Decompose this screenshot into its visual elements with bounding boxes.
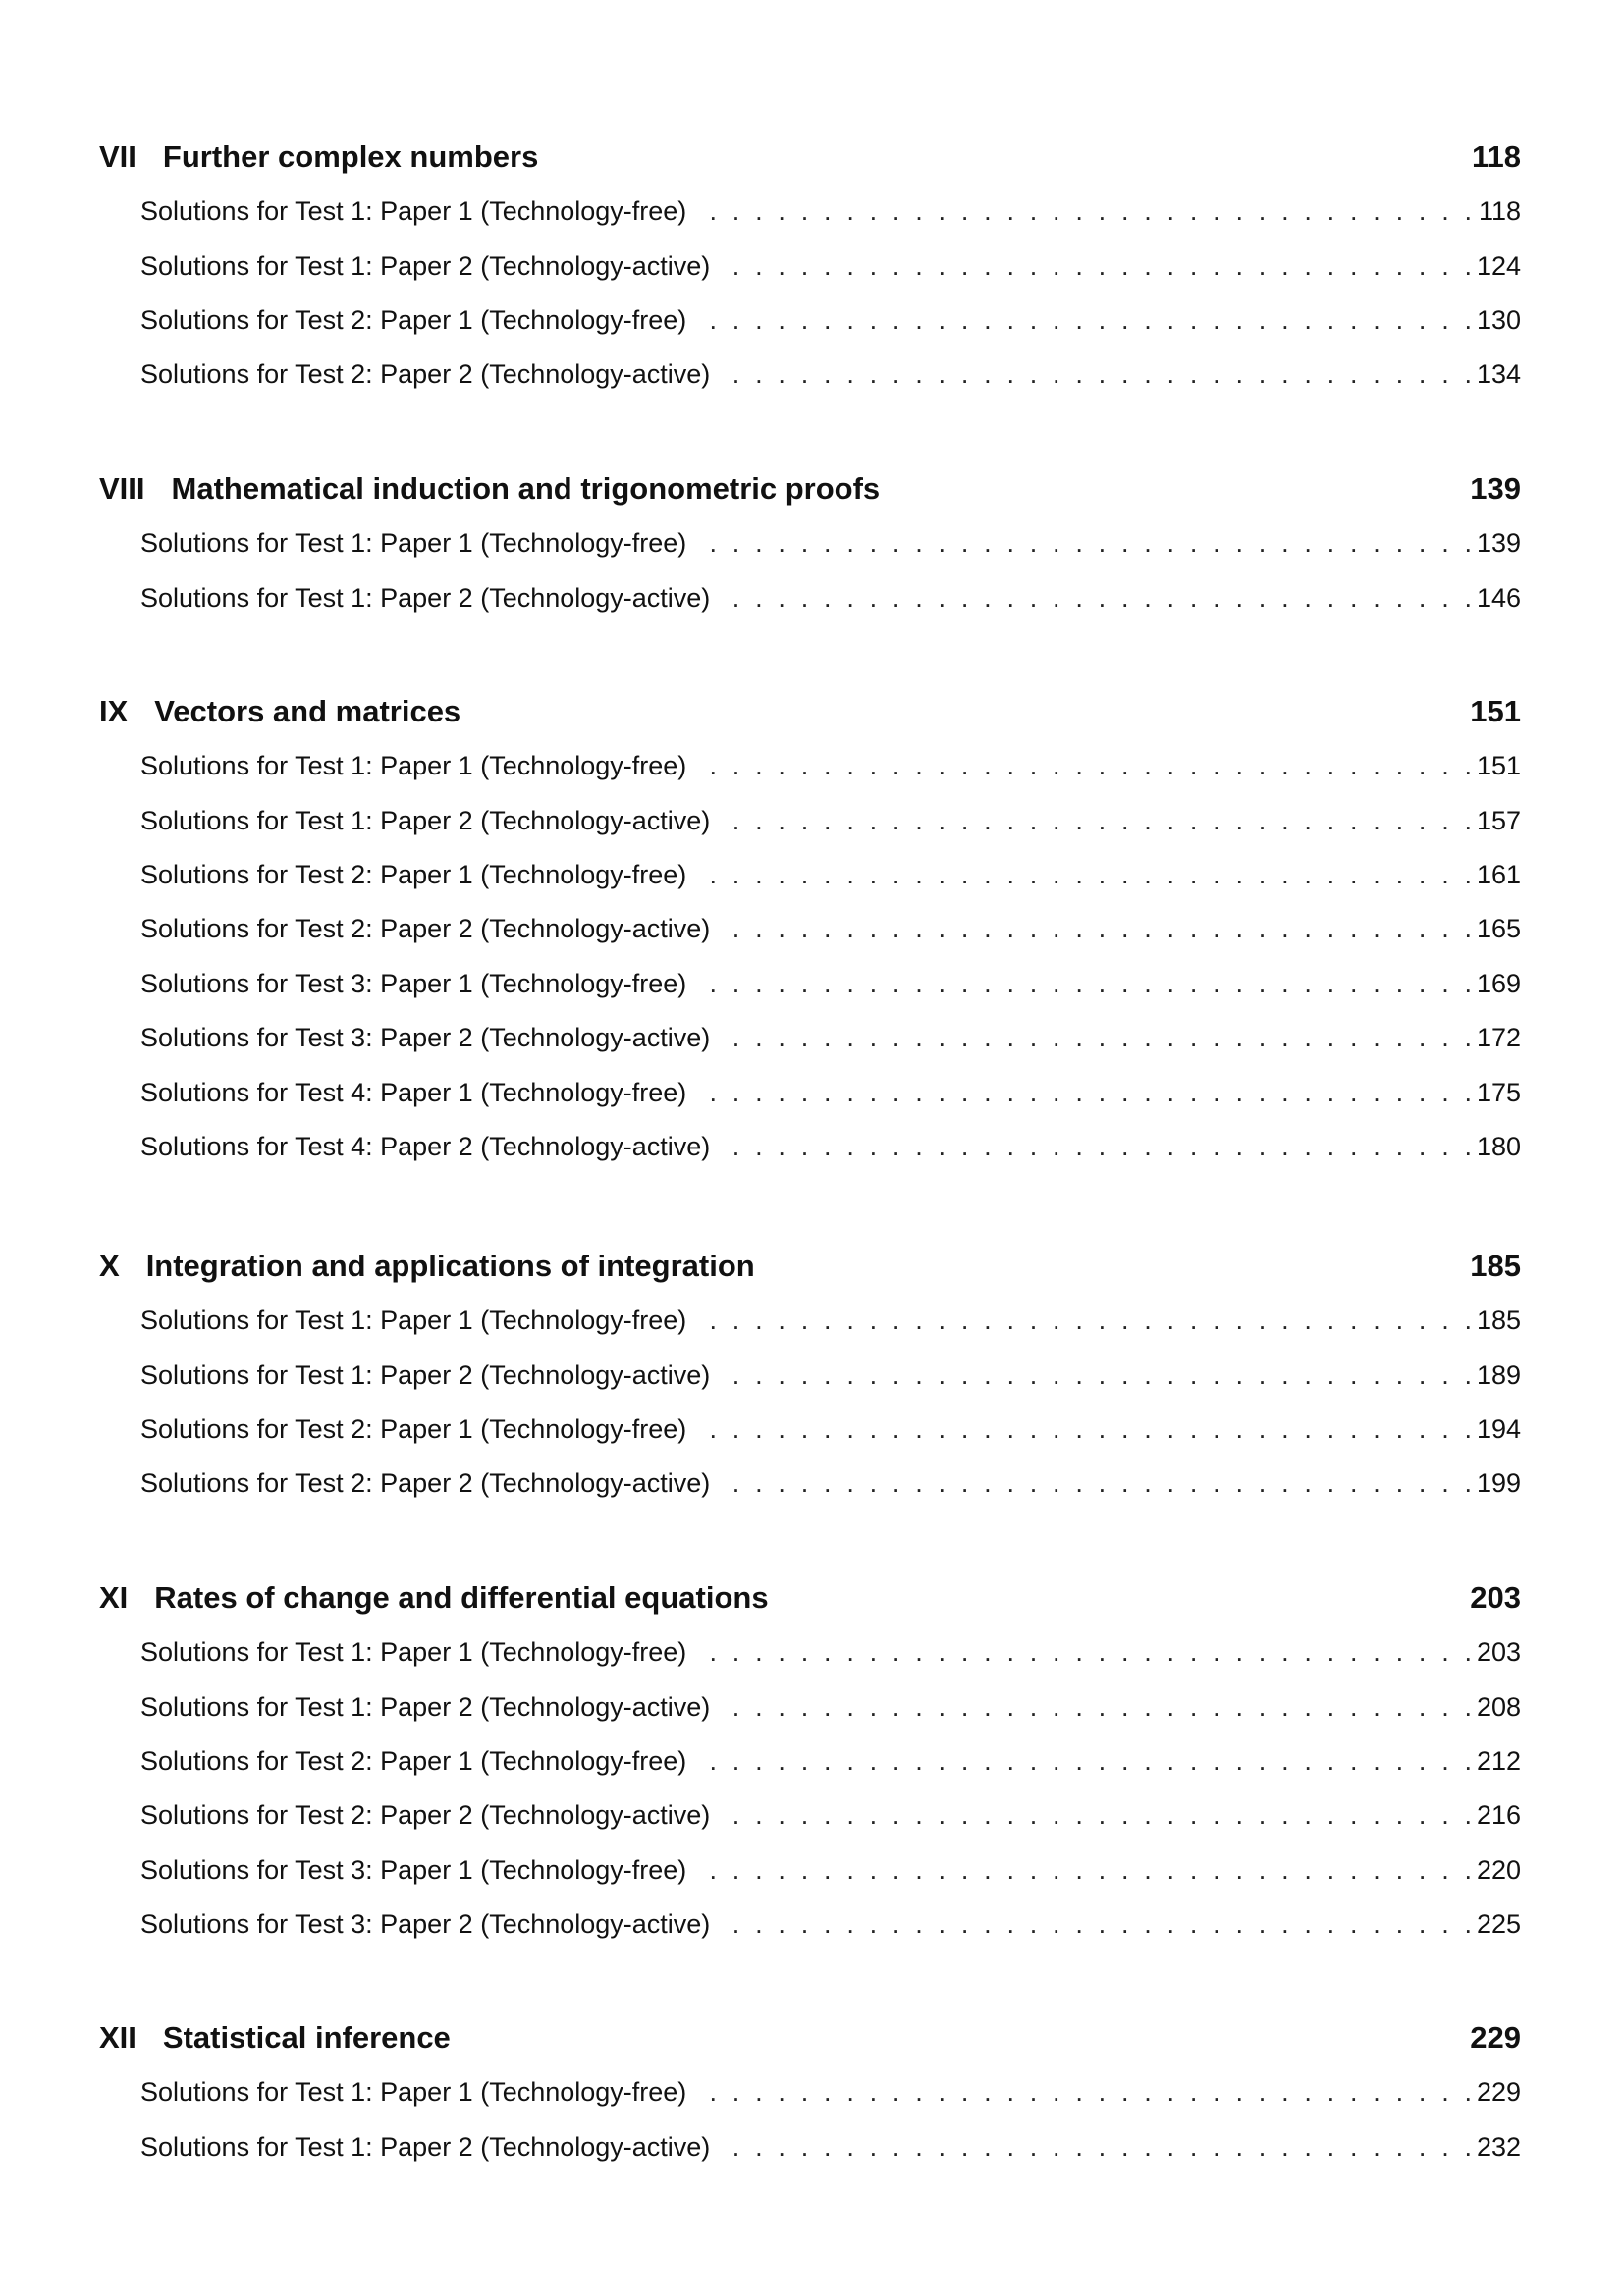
dot-leader <box>724 571 1476 625</box>
entry-page-number: 165 <box>1476 914 1521 944</box>
dot-leader <box>700 1843 1476 1897</box>
chapter-title: Vectors and matrices <box>154 694 461 728</box>
dot-leader <box>724 1897 1476 1951</box>
entry-label: Solutions for Test 4: Paper 1 (Technology-free) <box>140 1077 687 1107</box>
dot-leader <box>700 2065 1476 2119</box>
toc-entry[interactable] <box>140 294 1521 347</box>
toc-entry[interactable] <box>140 1897 1521 1951</box>
toc-entry[interactable] <box>140 1403 1521 1457</box>
dot-leader <box>724 1457 1476 1511</box>
chapter-number: XII <box>99 2020 136 2055</box>
toc-entry[interactable] <box>140 1843 1521 1897</box>
entry-page-number: 199 <box>1476 1468 1521 1499</box>
entry-label: Solutions for Test 1: Paper 2 (Technology-active) <box>140 2131 711 2162</box>
dot-leader <box>724 1120 1476 1174</box>
entry-page-number: 172 <box>1476 1023 1521 1053</box>
chapter-page-number: 151 <box>1470 694 1521 728</box>
toc-entry[interactable] <box>140 902 1521 956</box>
toc-chapter <box>99 684 1521 1174</box>
entry-label: Solutions for Test 2: Paper 1 (Technology-free) <box>140 1745 687 1776</box>
entry-label: Solutions for Test 1: Paper 2 (Technology-active) <box>140 1691 711 1722</box>
chapter-heading[interactable] <box>99 130 1521 185</box>
dot-leader <box>724 347 1476 401</box>
entry-page-number: 225 <box>1476 1909 1521 1940</box>
toc-entry[interactable] <box>140 848 1521 902</box>
entry-page-number: 216 <box>1476 1800 1521 1831</box>
entry-page-number: 161 <box>1476 859 1521 889</box>
toc-entry[interactable] <box>140 793 1521 847</box>
dot-leader <box>700 1294 1476 1348</box>
chapter-heading[interactable] <box>99 684 1521 739</box>
entry-label: Solutions for Test 1: Paper 2 (Technology-active) <box>140 1360 711 1390</box>
toc-entry[interactable] <box>140 1011 1521 1065</box>
entry-label: Solutions for Test 2: Paper 2 (Technology-active) <box>140 1468 711 1499</box>
chapter-page-number: 139 <box>1470 471 1521 506</box>
entry-page-number: 169 <box>1476 968 1521 998</box>
chapter-title: Mathematical induction and trigonometric proofs <box>171 471 881 506</box>
toc-entry[interactable] <box>140 1789 1521 1842</box>
chapter-page-number: 118 <box>1471 139 1521 174</box>
dot-leader <box>700 1735 1476 1789</box>
dot-leader <box>724 902 1476 956</box>
toc-chapter <box>99 1571 1521 1951</box>
entry-label: Solutions for Test 1: Paper 1 (Technology-free) <box>140 196 687 227</box>
entry-label: Solutions for Test 3: Paper 1 (Technology-free) <box>140 968 687 998</box>
entry-page-number: 180 <box>1476 1131 1521 1161</box>
chapter-number: VIII <box>99 471 145 506</box>
dot-leader <box>724 1681 1476 1735</box>
dot-leader <box>700 957 1476 1011</box>
entry-page-number: 118 <box>1478 196 1521 227</box>
chapter-page-number: 229 <box>1470 2020 1521 2055</box>
entry-label: Solutions for Test 3: Paper 1 (Technology-free) <box>140 1854 687 1885</box>
chapter-number: IX <box>99 694 129 728</box>
chapter-heading[interactable] <box>99 2010 1521 2065</box>
entry-page-number: 134 <box>1476 359 1521 390</box>
toc-entry[interactable] <box>140 185 1521 239</box>
entry-page-number: 212 <box>1476 1745 1521 1776</box>
dot-leader <box>700 1066 1476 1120</box>
chapter-heading[interactable] <box>99 461 1521 516</box>
entry-label: Solutions for Test 2: Paper 2 (Technology-active) <box>140 359 711 390</box>
entry-label: Solutions for Test 2: Paper 2 (Technology-active) <box>140 914 711 944</box>
dot-leader <box>700 294 1476 347</box>
toc-entry[interactable] <box>140 1348 1521 1402</box>
entry-page-number: 139 <box>1476 528 1521 559</box>
toc-chapter <box>99 1239 1521 1512</box>
chapter-page-number: 185 <box>1470 1249 1521 1283</box>
entry-page-number: 232 <box>1476 2131 1521 2162</box>
chapter-heading[interactable] <box>99 1239 1521 1294</box>
toc-entry[interactable] <box>140 347 1521 401</box>
entry-page-number: 124 <box>1476 250 1521 281</box>
dot-leader <box>724 1011 1476 1065</box>
dot-leader <box>724 1349 1476 1403</box>
toc-chapter <box>99 461 1521 625</box>
dot-leader <box>700 848 1476 902</box>
entry-page-number: 208 <box>1476 1691 1521 1722</box>
toc-entry[interactable] <box>140 1626 1521 1680</box>
toc-entry[interactable] <box>140 1680 1521 1734</box>
toc-entry[interactable] <box>140 957 1521 1011</box>
entry-label: Solutions for Test 1: Paper 2 (Technology-active) <box>140 250 711 281</box>
entry-label: Solutions for Test 1: Paper 1 (Technology-free) <box>140 2077 687 2108</box>
entry-label: Solutions for Test 1: Paper 1 (Technology-free) <box>140 528 687 559</box>
entry-label: Solutions for Test 2: Paper 1 (Technology-free) <box>140 859 687 889</box>
entry-label: Solutions for Test 3: Paper 2 (Technology-active) <box>140 1909 711 1940</box>
entry-page-number: 130 <box>1476 304 1521 335</box>
chapter-number: VII <box>99 139 136 174</box>
entry-label: Solutions for Test 2: Paper 1 (Technology-free) <box>140 304 687 335</box>
dot-leader <box>724 1789 1476 1842</box>
entry-label: Solutions for Test 1: Paper 2 (Technology-active) <box>140 805 711 835</box>
entry-label: Solutions for Test 1: Paper 1 (Technology-free) <box>140 1306 687 1336</box>
entry-page-number: 220 <box>1476 1854 1521 1885</box>
chapter-number: X <box>99 1249 120 1283</box>
entry-page-number: 185 <box>1476 1306 1521 1336</box>
entry-label: Solutions for Test 2: Paper 1 (Technology-free) <box>140 1414 687 1444</box>
dot-leader <box>724 2120 1476 2174</box>
entry-page-number: 229 <box>1476 2077 1521 2108</box>
toc-entry[interactable] <box>140 739 1521 793</box>
chapter-title: Integration and applications of integration <box>145 1249 755 1283</box>
toc-entry[interactable] <box>140 239 1521 293</box>
entry-label: Solutions for Test 1: Paper 2 (Technology-active) <box>140 582 711 613</box>
entry-page-number: 175 <box>1476 1077 1521 1107</box>
chapter-title: Statistical inference <box>162 2020 451 2055</box>
dot-leader <box>700 739 1476 793</box>
dot-leader <box>724 240 1476 294</box>
toc-entry[interactable] <box>140 1120 1521 1174</box>
entry-page-number: 157 <box>1476 805 1521 835</box>
chapter-title: Rates of change and differential equations <box>154 1580 769 1615</box>
chapter-title: Further complex numbers <box>162 139 539 174</box>
entry-page-number: 189 <box>1476 1360 1521 1390</box>
toc-entry[interactable] <box>140 2119 1521 2173</box>
entry-page-number: 203 <box>1476 1637 1521 1668</box>
toc-entry[interactable] <box>140 1457 1521 1511</box>
entry-label: Solutions for Test 3: Paper 2 (Technology-active) <box>140 1023 711 1053</box>
entry-page-number: 146 <box>1476 582 1521 613</box>
dot-leader <box>700 1403 1476 1457</box>
toc-entry[interactable] <box>140 516 1521 570</box>
entry-page-number: 151 <box>1476 751 1521 781</box>
toc-entry[interactable] <box>140 1294 1521 1348</box>
entry-label: Solutions for Test 4: Paper 2 (Technology-active) <box>140 1131 711 1161</box>
chapter-heading[interactable] <box>99 1571 1521 1626</box>
entry-label: Solutions for Test 1: Paper 1 (Technology-free) <box>140 1637 687 1668</box>
entry-label: Solutions for Test 2: Paper 2 (Technology-active) <box>140 1800 711 1831</box>
chapter-page-number: 203 <box>1470 1580 1521 1615</box>
entry-label: Solutions for Test 1: Paper 1 (Technology-free) <box>140 751 687 781</box>
toc-chapter <box>99 130 1521 402</box>
dot-leader <box>700 1626 1476 1680</box>
toc-entry[interactable] <box>140 2065 1521 2119</box>
toc-entry[interactable] <box>140 1065 1521 1119</box>
dot-leader <box>700 516 1476 570</box>
toc-entry[interactable] <box>140 1735 1521 1789</box>
toc-entry[interactable] <box>140 570 1521 624</box>
dot-leader <box>700 185 1476 239</box>
dot-leader <box>724 794 1476 848</box>
entry-page-number: 194 <box>1476 1414 1521 1444</box>
toc-chapter <box>99 2010 1521 2174</box>
chapter-number: XI <box>99 1580 129 1615</box>
